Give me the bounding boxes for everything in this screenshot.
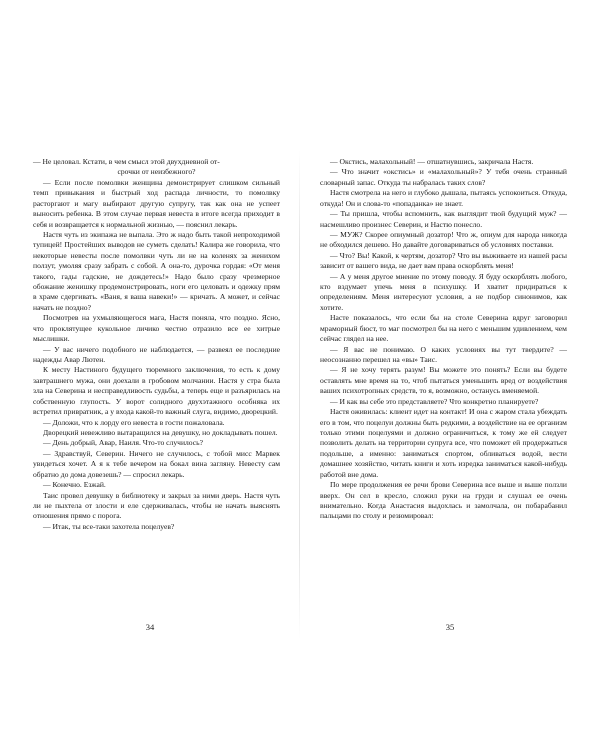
- paragraph: срочки от неизбежного?: [117, 167, 196, 177]
- paragraph: Настя смотрела на него и глубоко дышала, пытаясь успокоиться. Откуда, откуда! Он и слова-то «попаданка» не знает.: [320, 188, 567, 208]
- page-number: 34: [145, 622, 155, 632]
- paragraph: Настя чуть из экипажа не выпала. Это ж надо быть такой непроходимой тупицей! Простейших выводов не суметь сделать! Калира же говорила, что некоторые невесты после помолвки чуть ли не на коленях за женихом ползут, умоляя сразу забрать с собой. А она-то, дурочка гордая: «От меня такого, гады гадские, не дождетесь!» Надо было сразу чрезмерное обожание женишку продемонстрировать, ноги его целовать и одежку прям в храме сдергивать. «Ваня, я ваша навеки!» — кричать. А может, и сейчас начать не поздно?: [33, 229, 280, 312]
- paragraph: — Конечно. Езжай.: [43, 480, 106, 490]
- paragraph: К месту Настиного будущего тюремного заключения, то есть к дому завтрашнего мужа, они доехали в гробовом молчании. Настя у стра была зла на Северина и несправедливость судьбы, а теперь еще и разъярилась на собственную глупость. У ворот солидного двухэтажного особняка их встретил привратник, а у входа какой-то важный слуга, видимо, дворецкий.: [33, 365, 280, 417]
- left-page-text: [33, 157, 280, 532]
- paragraph: — Если после помолвки женщина демонстрирует слишком сильный темп привыкания и быстрый ход распада личности, то помолвку расторгают и магу выбирают другую супругу, так как она не успеет выносить ребенка. В этом случае первая невеста в итоге всегда приходит в себя и возвращается к нормальной жизнью, — пояснил лекарь.: [33, 177, 280, 229]
- paragraph: — Я не хочу терять разум! Вы можете это понять? Если вы будете оставлять мне время на то, чтоб пытаться уменьшить вред от воздействия ваших психотропных средств, то я, возможно, останусь вменяемой.: [320, 365, 567, 396]
- paragraph: — Здравствуй, Северин. Ничего не случилось, с тобой мисс Марвек увидеться хочет. А я к тебе вечером на бокал вина загляну. Невесту сам обратно до дома довезешь? — спросил лекарь.: [33, 448, 280, 479]
- paragraph: — Не целовал. Кстати, в чем смысл этой двухдневной от-: [33, 157, 220, 166]
- right-page-text: [320, 157, 567, 522]
- paragraph: Посмотрев на ухмыляющегося мага, Настя поняла, что поздно. Ясно, что проклятущее кукольное личико честно отразило все ее хитрые мыслишки.: [33, 313, 280, 344]
- paragraph: Дворецкий невежливо вытаращился на девушку, но докладывать пошел.: [43, 427, 278, 437]
- paragraph: — День добрый, Авар, Наиля. Что-то случилось?: [43, 438, 203, 448]
- paragraph: — Я вас не понимаю. О каких условиях вы тут твердите? — неосознанно перешел на «вы» Таис.: [320, 344, 567, 365]
- paragraph: — У вас ничего подобного не наблюдается, — развеял ее последние надежды Авар Лютен.: [33, 344, 280, 365]
- paragraph: — А у меня другое мнение по этому поводу. Я буду оскорблять любого, кто вздумает упечь меня в психушку. И хватит придираться к определениям. Меня интересуют условия, а не подбор синонимов, как хотите.: [320, 271, 567, 312]
- paragraph: — Что значит «окстись» и «малахольный»? У тебя очень странный словарный запас. Откуда ты набралась таких слов?: [320, 167, 567, 187]
- paragraph: Насте показалось, что если бы на столе Северина вдруг заговорил мраморный бюст, то маг посмотрел бы на него с меньшим удивлением, чем сейчас глядел на нее.: [320, 313, 567, 344]
- paragraph: — Что? Вы! Какой, к чертям, дозатор? Что вы выживаете из нашей расы зависит от вашего вида, не дает вам права оскорблять меня!: [320, 250, 567, 271]
- paragraph: — Ты пришла, чтобы вспомнить, как выглядит твой будущий муж? — насмешливо произнес Северин, и Настю понесло.: [320, 209, 567, 229]
- paragraph: — Окстись, малахольный! — отшатнувшись, закричала Настя.: [330, 157, 534, 166]
- paragraph: — МУЖ? Скорее опиумный дозатор! Что ж, опиум для народа никогда не обходился дешево. Но давайте договариваться об условиях поставки.: [320, 229, 567, 250]
- paragraph: Таис провел девушку в библиотеку и закрыл за ними дверь. Настя чуть ли не пыхтела от злости и еле сдерживалась, чтобы не начать выяснять отношения прямо с порога.: [33, 490, 280, 521]
- paragraph: По мере продолжения ее речи брови Северина все выше и выше ползли вверх. Он сел в кресло, сложил руки на груди и слушал ее очень внимательно. Когда Анастасия выдохлась и замолчала, он побарабанил пальцами по столу и резюмировал:: [320, 480, 567, 521]
- paragraph: — Доложи, что к лорду его невеста в гости пожаловала.: [43, 417, 225, 427]
- paragraph: — Итак, ты все-таки захотела поцелуев?: [43, 521, 175, 531]
- paragraph: Настя оживилась: клиент идет на контакт! И она с жаром стала убеждать его в том, что поцелуи должны быть редкими, а воздействие на ее организм только этими поцелуями и должно ограничиться, к тому же ей следует позволить делать на территории супруга все, что поможет ей продержаться подольше, а именно: заниматься спортом, обливаться водой, вести домашнее хозяйство, читать книги и хоть изредка заниматься какой-нибудь работой вне дома.: [320, 407, 567, 479]
- paragraph: — И как вы себе это представляете? Что конкретно планируете?: [330, 396, 539, 406]
- page-number: 35: [445, 622, 455, 632]
- right-page: [300, 0, 600, 750]
